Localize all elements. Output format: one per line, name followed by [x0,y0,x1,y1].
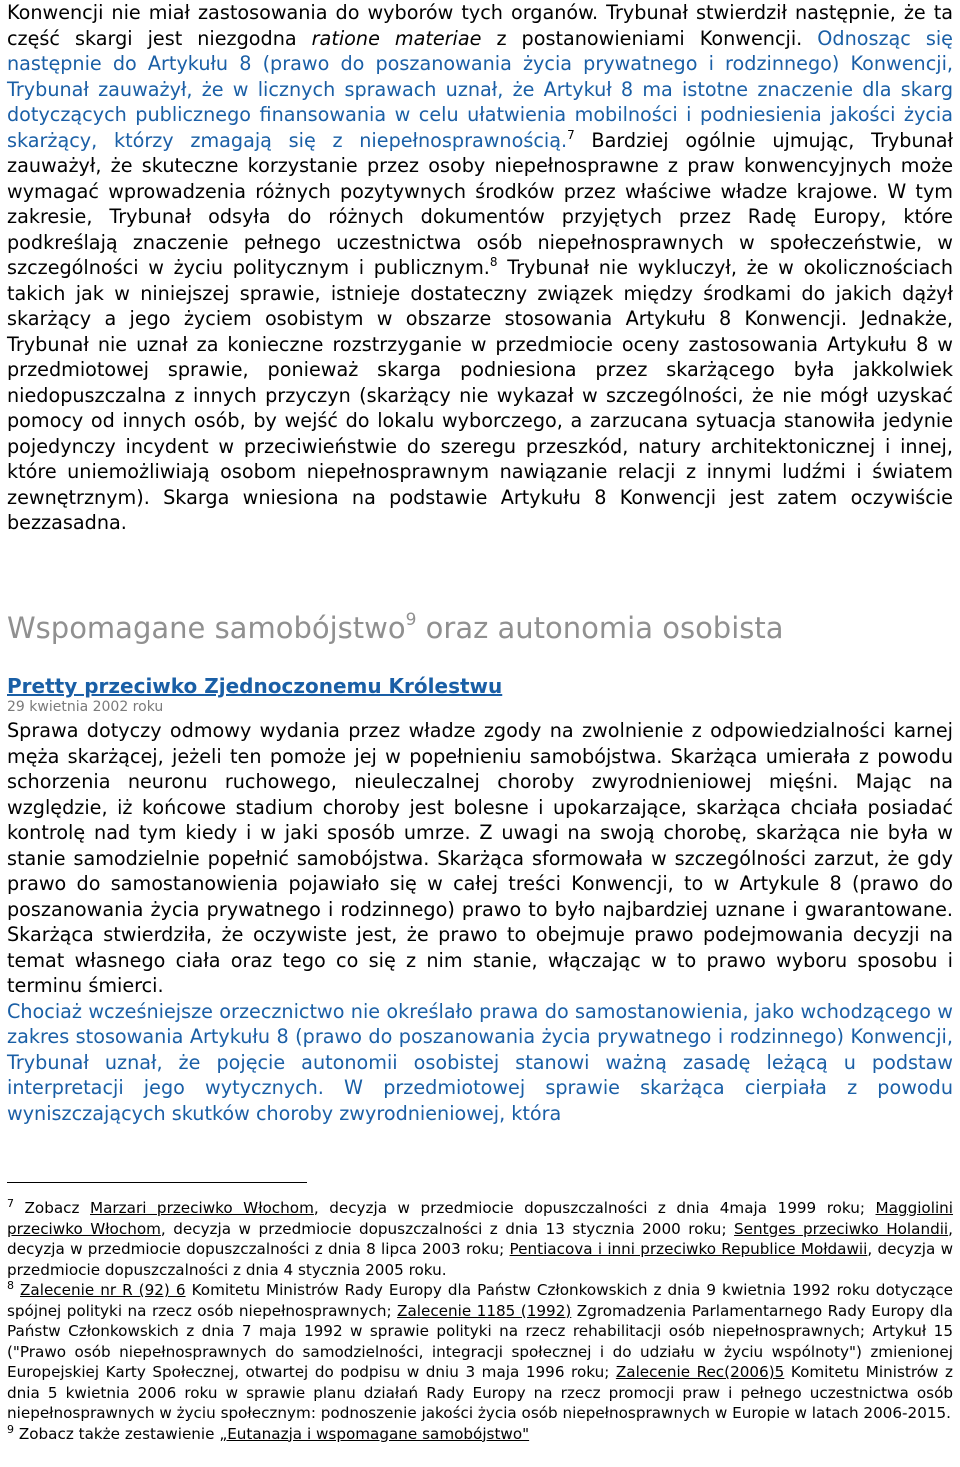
footnote-link[interactable]: Zalecenie 1185 (1992) [397,1301,572,1320]
section-heading [7,608,784,648]
footnote-number: 7 [7,1197,14,1210]
footnote-text: Zgromadzenia Parlamentarnego Rady Europy dla Państw Członkowskich z dnia 7 maja 1992 w sprawie polityki na rzecz rehabilitacji osób niepełnosprawnych; Artykuł 15 ("Prawo osób niepełnosprawnych do samodzielności, integracji społecznej i do udziału w życiu wspólnoty") zmienionej Europejskiej Karty Społecznej, otwartej do podpisu w dniu 3 maja 1996 roku; [7,1301,954,1381]
intro-text-d: Trybunał nie wykluczył, że w okolicznościach takich jak w niniejszej sprawie, istnieje dostateczny związek między środkami do jakich dążył skarżący a jego życiem osobistym w obszarze stosowania Artykułu 8 Konwencji. Jednakże, Trybunał nie uznał za konieczne rozstrzyganie w przedmiocie oceny zastosowania Artykułu 8 w przedmiotowej sprawie, ponieważ skarga podniesiona przez skarżącego była jakkolwiek niedopuszczalna z innych przyczyn (skarżący nie wykazał w szczególności, że nie mógł uzyskać pomocy od innych osób, by wejść do lokalu wyborczego, a zarzucana sytuacja stanowiła jedynie pojedynczy incydent w przeciwieństwie do szeregu przeszkód, natury architektonicznej i innej, które uniemożliwiają osobom niepełnosprawnym nawiązanie relacji z innymi ludźmi i światem zewnętrznym). Skarga wniesiona na podstawie Artykułu 8 Konwencji jest zatem oczywiście bezzasadna. [7,256,953,534]
intro-text-c: Bardziej ogólnie ujmując, Trybunał zauważył, że skuteczne korzystanie przez osoby niepełnosprawne z praw konwencyjnych może wymagać wprowadzenia różnych pozytywnych środków przez właściwe władze krajowe. W tym zakresie, Trybunał odsyła do różnych dokumentów przyjętych przez Radę Europy, które podkreślają znaczenie pełnego uczestnictwa osób niepełnosprawnych w społeczeństwie, w szczególności w życiu politycznym i publicznym. [7,128,953,279]
footnote-9 [7,1424,953,1445]
footnote-link[interactable]: Pentiacova i inni przeciwko Republice Mołdawii [509,1240,868,1258]
case-title-link[interactable]: Pretty przeciwko Zjednoczonemu Królestwu [7,674,503,698]
intro-highlight: Odnosząc się następnie do Artykułu 8 (prawo do poszanowania życia prywatnego i rodzinnego) Konwencji, Trybunał zauważył, że w licznych sprawach uznał, że Artykuł 8 ma istotne znaczenie dla skarg dotyczących publicznego finansowania w celu ułatwienia mobilności i podniesienia jakości życia skarżący, którzy zmagają się z niepełnosprawnością. [7,26,953,152]
footnote-link[interactable]: Zalecenie Rec(2006)5 [615,1363,785,1381]
footnote-link[interactable]: „Eutanazja i wspomagane samobójstwo" [219,1424,530,1443]
footnote-text: Komitetu Ministrów z dnia 5 kwietnia 2006 roku w sprawie planu działań Rady Europy na rzecz promocji praw i pełnego uczestnictwa osób niepełnosprawnych w życiu społecznym: podnoszenie jakości życia osób niepełnosprawnych w Europie w latach 2006-2015. [7,1363,953,1422]
case-paragraph-2: Chociaż wcześniejsze orzecznictwo nie określało prawa do samostanowienia, jako wchodzącego w zakres stosowania Artykułu 8 (prawo do poszanowania życia prywatnego i rodzinnego) Konwencji, Trybunał uznał, że pojęcie autonomii osobistej stanowi ważną zasadę leżącą u podstaw interpretacji jego wytycznych. W przedmiotowej sprawie skarżąca cierpiała z powodu wyniszczających skutków choroby zwyrodnieniowej, która [7,999,953,1125]
footnote-7 [7,1198,953,1280]
case-date: 29 kwietnia 2002 roku [7,699,164,715]
case-paragraph-1: Sprawa dotyczy odmowy wydania przez władze zgody na zwolnienie z odpowiedzialności karnej męża skarżącej, jeżeli ten pomoże jej w popełnieniu samobójstwa. Skarżąca umierała z powodu schorzenia neuronu ruchowego, nieuleczalnej choroby zwyrodnieniowej mięśni. Mając na względzie, iż końcowe stadium choroby jest bolesne i upokarzające, skarżąca chciała posiadać kontrolę nad tym kiedy i w jaki sposób umrze. Z uwagi na swoją chorobę, skarżąca nie była w stanie samodzielnie popełnić samobójstwa. Skarżąca sformowała w szczególności zarzut, że gdy prawo do samostanowienia pojawiało się w całej treści Konwencji, to w Artykule 8 (prawo do poszanowania życia prywatnego i rodzinnego) prawo to było najbardziej uznane i gwarantowane. Skarżąca stwierdziła, że oczywiste jest, że prawo to obejmuje prawo podejmowania decyzji na temat własnego ciała oraz tego co się z nim stanie, włączając w to prawo wyboru sposobu i terminu śmierci. [7,719,953,997]
footnote-ref-9[interactable]: 9 [405,610,417,630]
intro-paragraph [7,0,953,536]
footnote-text: Zobacz [14,1199,91,1217]
section-heading-a: Wspomagane samobójstwo [7,611,406,645]
footnote-separator [7,1182,307,1183]
footnote-link[interactable]: Sentges przeciwko Holandii [734,1219,949,1238]
footnotes [7,1198,953,1444]
intro-text-b: z postanowieniami Konwencji. [481,26,818,50]
footnote-ref-7[interactable]: 7 [567,127,575,142]
footnote-number: 9 [7,1422,14,1436]
footnote-link[interactable]: Zalecenie nr R (92) 6 [20,1281,186,1299]
footnote-link[interactable]: Maggiolini przeciwko Włochom [7,1199,954,1238]
footnote-ref-8[interactable]: 8 [489,255,498,269]
footnote-text: , decyzja w przedmiocie dopuszczalności z dnia 8 lipca 2003 roku; [7,1219,953,1258]
section-heading-b: oraz autonomia osobista [416,611,784,645]
footnote-link[interactable]: Marzari przeciwko Włochom [90,1199,314,1217]
footnote-text: , decyzja w przedmiocie dopuszczalności z dnia 4 stycznia 2005 roku. [7,1240,953,1279]
intro-italic: ratione materiae [311,26,482,50]
case-body [7,718,953,1126]
footnote-text: Komitetu Ministrów Rady Europy dla Państw Członkowskich z dnia 9 kwietnia 1992 roku dotyczące spójnej polityki na rzecz osób niepełnosprawnych; [7,1281,954,1320]
intro-text-a: Konwencji nie miał zastosowania do wyborów tych organów. Trybunał stwierdził następnie, że ta część skargi jest niezgodna [7,1,953,50]
footnote-text: , decyzja w przedmiocie dopuszczalności z dnia 13 stycznia 2000 roku; [160,1219,735,1238]
footnote-text: Zobacz także zestawienie [14,1424,220,1443]
footnote-number: 8 [7,1279,14,1292]
footnote-8 [7,1280,953,1424]
footnote-text: , decyzja w przedmiocie dopuszczalności z dnia 4maja 1999 roku; [313,1199,876,1217]
